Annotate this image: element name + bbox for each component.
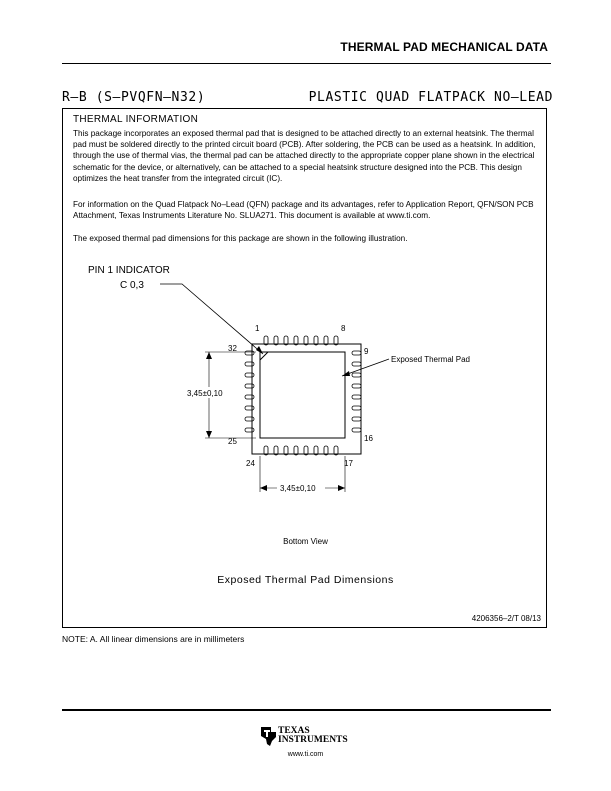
footer-rule bbox=[62, 709, 551, 711]
pin-number-1: 1 bbox=[255, 324, 260, 333]
ti-brand-name bbox=[278, 727, 348, 745]
ti-logo-icon bbox=[258, 724, 278, 748]
page-title: THERMAL PAD MECHANICAL DATA bbox=[340, 40, 548, 54]
thermal-info-paragraph: This package incorporates an exposed thermal pad that is designed to be attached directly to an external heatsink. The thermal pad must be soldered directly to the printed circuit board (PCB). After soldering, the PCB can be used as a heatsink. In addition, through the use of thermal vias, the thermal pad can be attached directly to the appropriate copper plane shown in the electrical schematic for the device, or alternatively, can be attached to a special heatsink structure designed into the PCB. This design optimizes the heat transfer from the integrated circuit (IC). bbox=[73, 129, 536, 183]
pin-number-8: 8 bbox=[341, 324, 346, 333]
pin1-chamfer-dim: C 0,3 bbox=[120, 280, 144, 291]
package-type: PLASTIC QUAD FLATPACK NO–LEAD bbox=[308, 90, 553, 105]
pin-number-9: 9 bbox=[364, 347, 369, 356]
drawing-number: 4206356–2/T 08/13 bbox=[471, 614, 541, 623]
ti-brand-line1: TEXAS bbox=[278, 726, 310, 736]
thermal-pad bbox=[260, 352, 345, 438]
view-label: Bottom View bbox=[283, 537, 328, 546]
section-title: THERMAL INFORMATION bbox=[73, 114, 199, 125]
pin-number-32: 32 bbox=[228, 344, 237, 353]
pin-number-17: 17 bbox=[344, 459, 353, 468]
package-designator: R–B (S–PVQFN–N32) bbox=[62, 90, 206, 105]
qfn-info-paragraph: For information on the Quad Flatpack No–Lead (QFN) package and its advantages, refer to Application Report, QFN/SON PCB Attachment, Texas Instruments Literature No. SLUA271. This document is available at www.ti.com. bbox=[73, 200, 534, 221]
ti-website-link[interactable]: www.ti.com bbox=[287, 751, 324, 758]
pin-number-24: 24 bbox=[246, 459, 255, 468]
left-pins bbox=[245, 351, 254, 432]
figure-caption: Exposed Thermal Pad Dimensions bbox=[217, 574, 394, 586]
pin-number-25: 25 bbox=[228, 437, 237, 446]
pin-number-16: 16 bbox=[364, 434, 373, 443]
vertical-dimension: 3,45±0,10 bbox=[187, 389, 223, 398]
pin1-indicator-label: PIN 1 INDICATOR bbox=[88, 265, 170, 276]
exposed-pad-label: Exposed Thermal Pad bbox=[391, 355, 471, 364]
ti-brand-line2: INSTRUMENTS bbox=[278, 735, 348, 745]
note-text: NOTE: A. All linear dimensions are in millimeters bbox=[62, 634, 245, 644]
dimensions-intro-paragraph: The exposed thermal pad dimensions for this package are shown in the following illustration. bbox=[73, 234, 408, 243]
right-pins bbox=[352, 351, 361, 432]
horizontal-dimension: 3,45±0,10 bbox=[280, 484, 316, 493]
